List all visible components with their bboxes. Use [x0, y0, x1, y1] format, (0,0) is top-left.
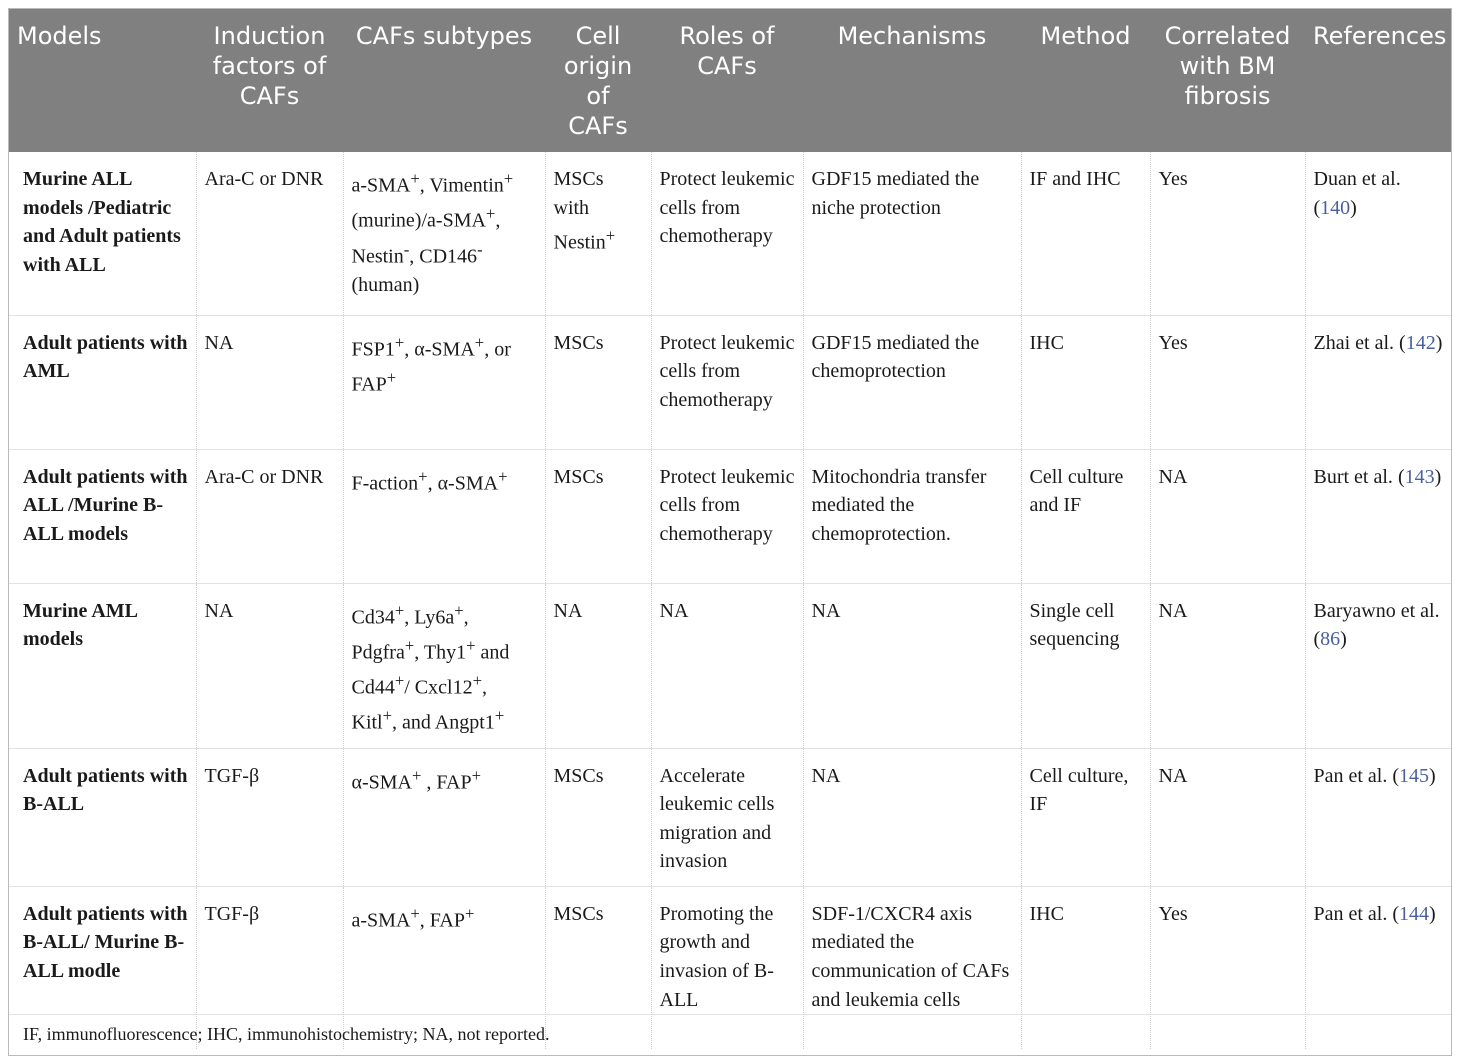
reference-authors: Pan et al. — [1313, 902, 1393, 925]
cell-induction-factors: NA — [196, 315, 343, 449]
cell-cell-origin: MSCs — [545, 886, 651, 1049]
reference-link[interactable]: 140 — [1320, 196, 1351, 219]
cell-roles: NA — [651, 583, 803, 748]
cell-mechanisms: GDF15 mediated the niche protection — [803, 152, 1021, 315]
cell-cafs-subtypes: Cd34+, Ly6a+, Pdgfra+, Thy1+ and Cd44+/ Cxcl12+, Kitl+, and Angpt1+ — [343, 583, 545, 748]
header-mechanisms: Mechanisms — [803, 9, 1021, 152]
cell-induction-factors: TGF-β — [196, 886, 343, 1049]
header-method: Method — [1021, 9, 1150, 152]
table-header — [9, 9, 1451, 152]
cell-cell-origin: MSCs with Nestin+ — [545, 152, 651, 315]
cell-induction-factors: TGF-β — [196, 748, 343, 886]
reference-authors: Burt et al. — [1313, 465, 1398, 488]
table-row — [9, 583, 1451, 748]
cell-roles: Promoting the growth and invasion of B-ALL — [651, 886, 803, 1049]
cafs-table — [9, 9, 1451, 1049]
reference-authors: Zhai et al. — [1313, 331, 1400, 354]
cell-mechanisms: Mitochondria transfer mediated the chemoprotection. — [803, 449, 1021, 583]
header-cell-origin: Cell origin of CAFs — [545, 9, 651, 152]
cell-mechanisms: NA — [803, 748, 1021, 886]
reference-link[interactable]: 142 — [1405, 331, 1436, 354]
table-row — [9, 315, 1451, 449]
reference-authors: Baryawno et al. — [1313, 599, 1440, 622]
table-body — [9, 152, 1451, 1049]
cell-cell-origin: MSCs — [545, 748, 651, 886]
cell-cell-origin: MSCs — [545, 315, 651, 449]
header-cafs-subtypes: CAFs subtypes — [343, 9, 545, 152]
cell-induction-factors: Ara-C or DNR — [196, 152, 343, 315]
cell-method: Cell culture and IF — [1021, 449, 1150, 583]
cell-roles: Protect leukemic cells from chemotherapy — [651, 315, 803, 449]
header-induction-factors: Induction factors of CAFs — [196, 9, 343, 152]
reference-link[interactable]: 145 — [1399, 764, 1430, 787]
cell-induction-factors: Ara-C or DNR — [196, 449, 343, 583]
cell-bm-fibrosis: Yes — [1150, 315, 1305, 449]
footnote-divider — [9, 1014, 1451, 1015]
cell-mechanisms: SDF-1/CXCR4 axis mediated the communication of CAFs and leukemia cells — [803, 886, 1021, 1049]
table-footnote: IF, immunofluorescence; IHC, immunohistochemistry; NA, not reported. — [23, 1024, 550, 1044]
cell-method: Cell culture, IF — [1021, 748, 1150, 886]
cell-cell-origin: MSCs — [545, 449, 651, 583]
cell-cafs-subtypes: a-SMA+, Vimentin+ (murine)/a-SMA+, Nestin-, CD146- (human) — [343, 152, 545, 315]
cell-roles: Protect leukemic cells from chemotherapy — [651, 449, 803, 583]
cell-model: Adult patients with ALL /Murine B-ALL models — [23, 465, 188, 545]
cell-method: Single cell sequencing — [1021, 583, 1150, 748]
cell-cafs-subtypes: a-SMA+, FAP+ — [343, 886, 545, 1049]
cell-cafs-subtypes: α-SMA+ , FAP+ — [343, 748, 545, 886]
cell-cafs-subtypes: FSP1+, α-SMA+, or FAP+ — [343, 315, 545, 449]
cell-method: IF and IHC — [1021, 152, 1150, 315]
cell-reference: Baryawno et al. (86) — [1305, 583, 1451, 748]
cell-bm-fibrosis: Yes — [1150, 152, 1305, 315]
cell-roles: Protect leukemic cells from chemotherapy — [651, 152, 803, 315]
cell-method: IHC — [1021, 315, 1150, 449]
reference-authors: Pan et al. — [1313, 764, 1393, 787]
cell-bm-fibrosis: Yes — [1150, 886, 1305, 1049]
table-frame — [8, 8, 1452, 1056]
cell-induction-factors: NA — [196, 583, 343, 748]
cell-reference: Burt et al. (143) — [1305, 449, 1451, 583]
reference-link[interactable]: 86 — [1320, 628, 1341, 651]
cell-cell-origin: NA — [545, 583, 651, 748]
header-models: Models — [9, 9, 196, 152]
cell-bm-fibrosis: NA — [1150, 583, 1305, 748]
cell-model: Adult patients with B-ALL/ Murine B-ALL modle — [23, 902, 188, 983]
cell-reference: Zhai et al. (142) — [1305, 315, 1451, 449]
cell-bm-fibrosis: NA — [1150, 748, 1305, 886]
cell-reference: Pan et al. (145) — [1305, 748, 1451, 886]
cell-mechanisms: NA — [803, 583, 1021, 748]
cell-model: Murine AML models — [23, 599, 137, 651]
reference-authors: Duan et al. — [1313, 168, 1401, 190]
cell-mechanisms: GDF15 mediated the chemoprotection — [803, 315, 1021, 449]
header-references: References — [1305, 9, 1451, 152]
header-bm-fibrosis: Correlated with BM fibrosis — [1150, 9, 1305, 152]
table-row — [9, 152, 1451, 315]
table-row — [9, 748, 1451, 886]
cell-roles: Accelerate leukemic cells migration and invasion — [651, 748, 803, 886]
cell-cafs-subtypes: F-action+, α-SMA+ — [343, 449, 545, 583]
table-row — [9, 449, 1451, 583]
cell-model: Adult patients with B-ALL — [23, 764, 188, 816]
cell-method: IHC — [1021, 886, 1150, 1049]
cell-reference: Pan et al. (144) — [1305, 886, 1451, 1049]
cell-reference: Duan et al. (140) — [1305, 152, 1451, 315]
cell-bm-fibrosis: NA — [1150, 449, 1305, 583]
reference-link[interactable]: 143 — [1404, 465, 1435, 488]
cell-model: Murine ALL models /Pediatric and Adult patients with ALL — [23, 168, 181, 276]
header-roles: Roles of CAFs — [651, 9, 803, 152]
cell-model: Adult patients with AML — [23, 331, 188, 383]
reference-link[interactable]: 144 — [1399, 902, 1430, 925]
